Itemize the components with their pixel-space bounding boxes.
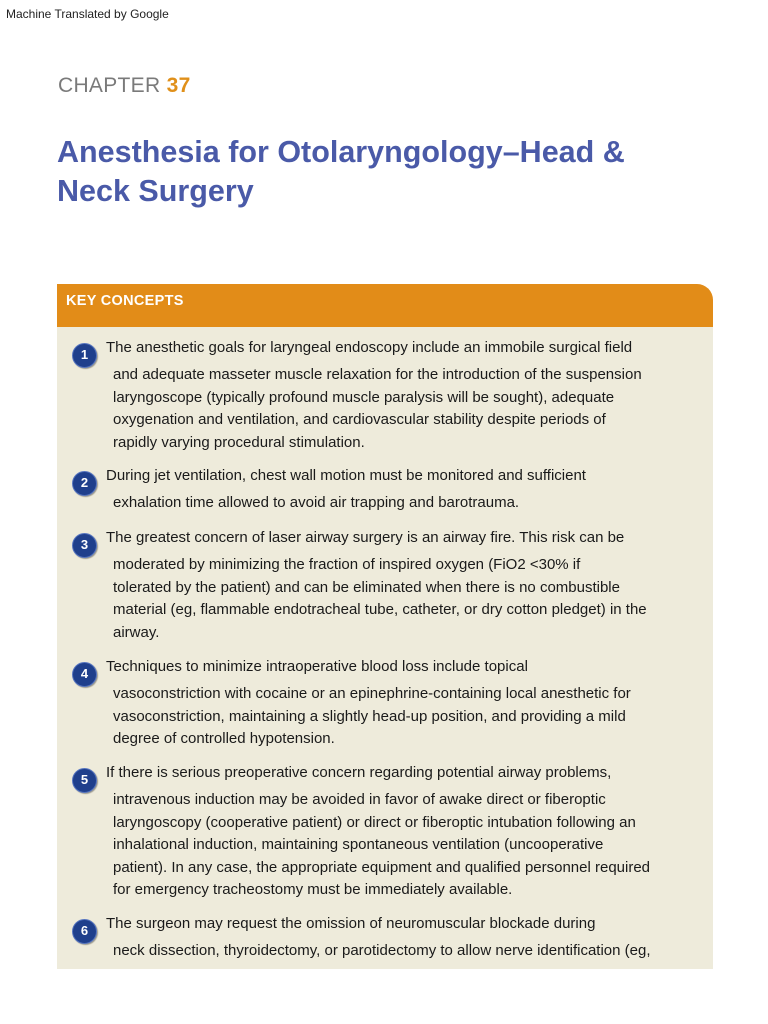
concept-text-line: airway. [113,623,160,641]
concept-first-line: If there is serious preoperative concern regarding potential airway problems, [106,764,612,781]
concept-text-line: intravenous induction may be avoided in favor of awake direct or fiberoptic [113,791,606,808]
concept-first-line: Techniques to minimize intraoperative blood loss include topical [106,658,528,675]
concept-body-text [113,364,713,454]
concept-body-text [113,683,713,751]
concept-number-badge: 2 [72,471,97,496]
chapter-title [57,133,717,211]
concept-text-line: vasoconstriction with cocaine or an epinephrine-containing local anesthetic for [113,685,631,702]
concept-first-line: The anesthetic goals for laryngeal endoscopy include an immobile surgical field [106,339,633,356]
concept-text-line: vasoconstriction, maintaining a slightly head-up position, and providing a mild [113,707,626,725]
machine-translation-banner: Machine Translated by Google [6,7,169,21]
concept-text-line: material (eg, flammable endotracheal tube, catheter, or dry cotton pledget) in the [113,601,647,618]
key-concepts-header: KEY CONCEPTS [57,284,713,327]
concept-first-line: During jet ventilation, chest wall motion must be monitored and sufficient [106,467,586,484]
concept-text-line: laryngoscopy (cooperative patient) or direct or fiberoptic intubation following an [113,813,636,831]
concept-text-line: neck dissection, thyroidectomy, or parotidectomy to allow nerve identification (eg, [113,942,651,959]
concept-text-line: moderated by minimizing the fraction of inspired oxygen (FiO2 <30% if [113,556,581,573]
concept-body-text [113,789,713,902]
concept-number-badge: 3 [72,533,97,558]
chapter-label [58,74,191,98]
concept-text-line: patient). In any case, the appropriate equipment and qualified personnel required [113,858,651,876]
concept-body-text [113,940,713,963]
concept-text-line: and adequate masseter muscle relaxation for the introduction of the suspension [113,366,642,383]
key-concepts-box [57,327,713,969]
concept-body-text [113,492,713,515]
concept-text-line: oxygenation and ventilation, and cardiovascular stability despite periods of [113,411,606,428]
chapter-word: CHAPTER [58,74,161,97]
concept-number-badge: 1 [72,343,97,368]
concept-number-badge: 5 [72,768,97,793]
concept-first-line: The surgeon may request the omission of neuromuscular blockade during [106,915,596,932]
chapter-title-line-1: Anesthesia for Otolaryngology–Head & [57,135,625,169]
concept-number-badge: 6 [72,919,97,944]
concept-first-line: The greatest concern of laser airway surgery is an airway fire. This risk can be [106,529,625,546]
concept-text-line: rapidly varying procedural stimulation. [113,433,365,451]
concept-body-text [113,554,713,644]
concept-number-badge: 4 [72,662,97,687]
concept-text-line: for emergency tracheostomy must be immediately available. [113,881,513,898]
concept-text-line: tolerated by the patient) and can be eliminated when there is no combustible [113,578,620,596]
chapter-number: 37 [166,74,191,97]
concept-text-line: inhalational induction, maintaining spontaneous ventilation (uncooperative [113,836,604,853]
concept-text-line: exhalation time allowed to avoid air trapping and barotrauma. [113,494,520,511]
concept-text-line: degree of controlled hypotension. [113,730,335,747]
concept-text-line: laryngoscope (typically profound muscle paralysis will be sought), adequate [113,388,615,406]
chapter-title-line-2: Neck Surgery [57,174,254,208]
